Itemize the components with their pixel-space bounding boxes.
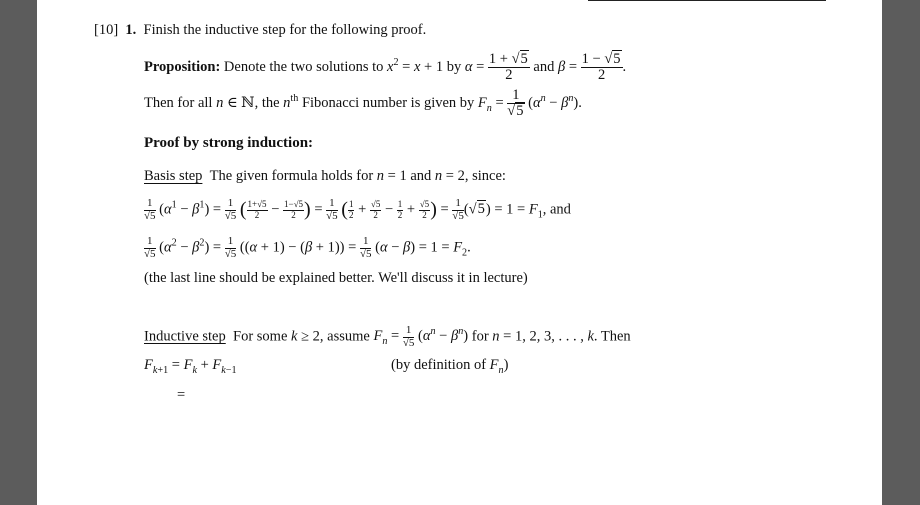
k-geq-2: k ≥ 2 [291,328,320,345]
inductive-step-line [144,325,631,349]
hypothesis-formula: $F_n$ = $\frac{1}{√5}$ $(\alpha^n - \beta^n)$ [373,324,472,349]
points-label: [10] [94,22,119,38]
proposition-line2-start: Then for all [144,95,213,112]
n-equals-1: n = 1 [376,168,407,184]
recurrence-annotation: (by definition of $F_n$) [391,357,509,376]
inductive-text-2: , assume [319,328,370,345]
top-rule [588,0,826,1]
instruction-text: Finish the inductive step for the following proof. [143,22,427,38]
equation-x2: $x^2 = x + 1$ [387,57,444,76]
basis-step-line [144,168,506,185]
problem-number: 1. [125,22,137,38]
alpha-def: α = $\frac{1 + √5}{2}$ [464,51,528,84]
inductive-then: . Then [593,328,631,345]
recurrence-line: $F_{k+1} = F_k + F_{k-1}$ [144,357,237,376]
inductive-step-label: Inductive step [144,328,226,345]
basis-and: and [410,168,432,184]
proposition-label: Proposition: [144,59,221,76]
right-margin-band [882,0,920,505]
annotation-text: (by definition of [391,357,487,373]
proposition-line2-mid: , the [254,95,280,112]
proposition-and: and [533,59,555,76]
proof-heading: Proof by strong induction: [144,135,314,151]
basis-note: (the last line should be explained better. We'll discuss it in lecture) [144,270,528,286]
proposition-text: Denote the two solutions to [223,59,384,76]
n-in-N: n ∈ ℕ [216,95,255,112]
inductive-text-3: for [471,328,489,345]
nth-term: $n^{th}$ [283,93,299,112]
n-range: n = 1, 2, 3, . . . , k [492,328,594,345]
proposition-line2-end: Fibonacci number is given by [301,95,475,112]
problem-header [94,22,426,39]
basis-and-end: , and [542,201,571,218]
basis-step-label: Basis step [144,168,203,184]
basis-equation-1: $\frac{1}{√5}$ $(\alpha^1 - \beta^1)$ = $\frac{1}{√5}$ ( $\frac{1+√5}{2}$ − $\frac{1-√5}{2}$ ) = $\frac{1}{√5}$ ( $\frac{1}{2}$ + $\frac{√5}{2}$ − $\frac{1}{2}$ + $\frac{√5}{2}$ ) = $\frac{1}{√5}$ $(√5) = 1 = F_1$, and [144,197,571,222]
inductive-text-1: For some [233,328,288,345]
proposition-line-1 [144,52,626,83]
beta-def: β = $\frac{1 - √5}{2}$ . [557,51,627,84]
basis-text: The given formula holds for [209,168,374,184]
proposition-by: by [446,59,462,76]
binet-formula: $F_n$ = $\frac{1}{√5}$ $(\alpha^n - \beta^n)$. [477,87,582,120]
proposition-line-2 [144,88,582,119]
continuation-equals: = [177,387,186,403]
left-margin-band [0,0,37,505]
basis-since: , since: [464,168,506,184]
n-equals-2: n = 2 [434,168,465,184]
basis-equation-2: $\frac{1}{√5}$ $(\alpha^2 - \beta^2)$ = $\frac{1}{√5}$ ((α + 1) − (β + 1)) = $\frac{1}{√5}$ $(\alpha - \beta) = 1 = F_2$. [144,235,471,260]
